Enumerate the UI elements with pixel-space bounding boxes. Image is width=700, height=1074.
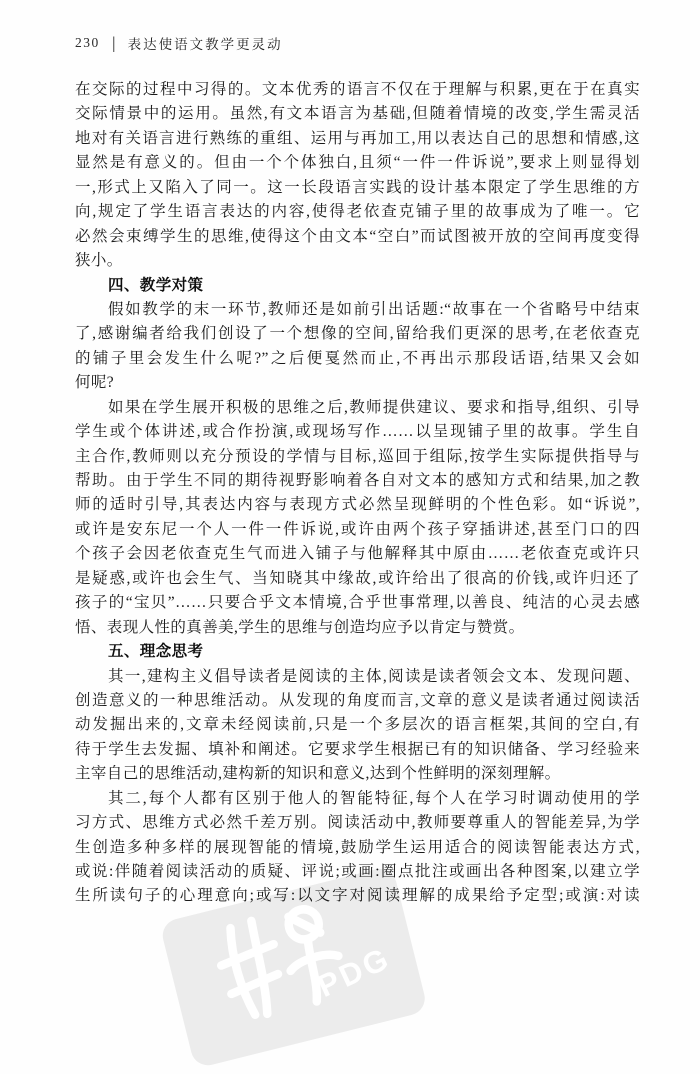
page-header [75,33,283,53]
text-line: 待于学生去发掘、填补和阐述。它要求学生根据已有的知识储备、学习经验来 [75,740,640,758]
text-line: 主合作,教师则以充分预设的学情与目标,巡回于组际,按学生实际提供指导与 [75,447,640,465]
text-line: 向,规定了学生语言表达的内容,使得老依查克铺子里的故事成为了唯一。它 [75,203,640,221]
text-line: 狭小。 [75,252,123,270]
text-line: 如果在学生展开积极的思维之后,教师提供建议、要求和指导,组织、引导 [108,398,640,416]
text-line: 是疑惑,或许也会生气、当知晓其中缘故,或许给出了很高的价钱,或许归还了 [75,569,640,587]
text-line: 个孩子会因老依查克生气而进入铺子与他解释其中原由……老依查克或许只 [75,545,640,563]
text-line: 孩子的“宝贝”……只要合乎文本情境,合乎世事常理,以善良、纯洁的心灵去感 [75,594,640,612]
section-heading: 五、理念思考 [108,643,204,661]
text-line: 地对有关语言进行熟练的重组、运用与再加工,用以表达自己的思想和情感,这 [75,129,640,147]
book-title: 表达使语文教学更灵动 [127,37,283,52]
text-line: 了,感谢编者给我们创设了一个想像的空间,留给我们更深的思考,在老依查克 [75,325,640,343]
text-line: 生所读句子的心理意向;或写:以文字对阅读理解的成果给予定型;或演:对读 [75,887,640,905]
text-line: 一,形式上又陷入了同一。这一长段语言实践的设计基本限定了学生思维的方 [75,178,640,196]
text-line: 显然是有意义的。但由一个个体独白,且须“一件一件诉说”,要求上则显得划 [75,154,640,172]
text-line: 的铺子里会发生什么呢?”之后便戛然而止,不再出示那段话语,结果又会如 [75,349,640,367]
text-line: 何呢? [75,374,115,392]
text-line: 交际情景中的运用。虽然,有文本语言为基础,但随着情境的改变,学生需灵活 [75,105,640,123]
watermark-pdg-label: PDG [312,940,397,1004]
text-line: 在交际的过程中习得的。文本优秀的语言不仅在于理解与积累,更在于在真实 [75,81,640,98]
text-line: 其一,建构主义倡导读者是阅读的主体,阅读是读者领会文本、发现问题、 [108,667,640,685]
page-content [75,78,640,909]
text-line: 或许是安东尼一个人一件一件诉说,或许由两个孩子穿插讲述,甚至门口的四 [75,520,640,538]
text-line: 师的适时引导,其表达内容与表现方式必然呈现鲜明的个性色彩。如“诉说”, [75,496,640,514]
text-line: 学生或个体讲述,或合作扮演,或现场写作……以呈现铺子里的故事。学生自 [75,423,640,441]
section-heading: 四、教学对策 [108,276,204,294]
text-line: 主宰自己的思维活动,建构新的知识和意义,达到个性鲜明的深刻理解。 [75,765,561,783]
page-number: 230 [75,35,100,50]
text-line: 假如教学的末一环节,教师还是如前引出话题:“故事在一个省略号中结束 [108,300,640,318]
text-line: 动发掘出来的,文章未经阅读前,只是一个多层次的语言框架,其间的空白,有 [75,716,640,734]
text-line: 悟、表现人性的真善美,学生的思维与创造均应予以肯定与赞赏。 [75,618,525,636]
text-line: 或说:伴随着阅读活动的质疑、评说;或画:圈点批注或画出各种图案,以建立学 [75,863,640,880]
text-line: 创造意义的一种思维活动。从发现的角度而言,文章的意义是读者通过阅读活 [75,691,640,709]
text-line: 其二,每个人都有区别于他人的智能特征,每个人在学习时调动使用的学 [108,789,640,807]
text-line: 生创造多种多样的展现智能的情境,鼓励学生运用适合的阅读智能表达方式, [75,838,640,856]
header-divider: | [111,33,116,53]
text-line: 帮助。由于学生不同的期待视野影响着各自对文本的感知方式和结果,加之教 [75,472,640,489]
text-line: 必然会束缚学生的思维,使得这个由文本“空白”而试图被开放的空间再度变得 [75,227,640,245]
text-line: 习方式、思维方式必然千差万别。阅读活动中,教师要尊重人的智能差异,为学 [75,814,640,832]
